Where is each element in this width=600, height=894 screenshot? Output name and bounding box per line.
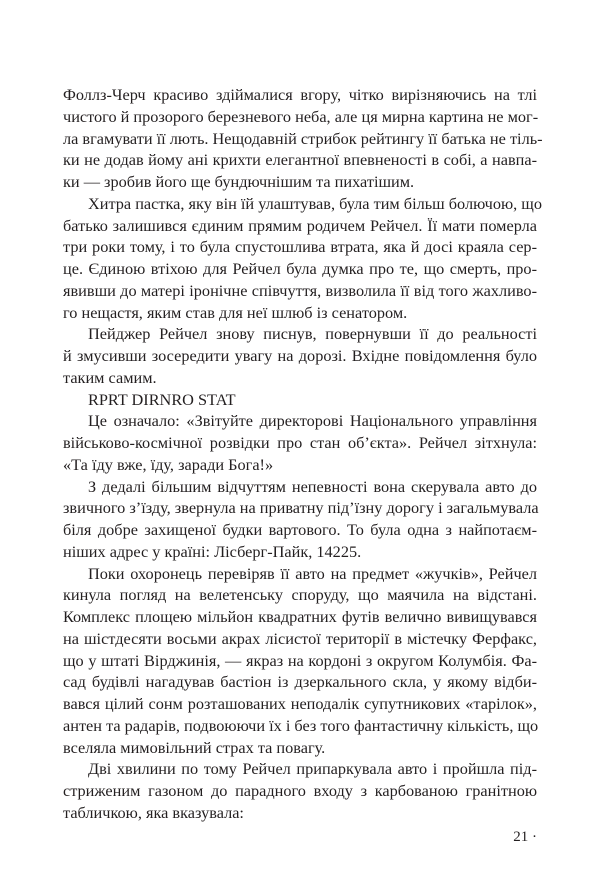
text-line: Дві хвилини по тому Рейчел припаркувала авто і пройшла під- <box>88 759 537 779</box>
text-line: на шістдесяти восьми акрах лісистої території в містечку Ферфакс, <box>63 628 537 648</box>
text-line: ніших адрес у країні: Лісберг-Пайк, 14225. <box>63 541 362 561</box>
text-line: біля добре захищеної будки вартового. То була одна з найпотаєм- <box>63 520 537 539</box>
text-line: Поки охоронець перевіряв її авто на предмет «жучків», Рейчел <box>88 563 537 583</box>
paragraph <box>63 323 537 388</box>
text-line: ки — зробив його ще бундючнішим та пихатішим. <box>63 172 415 191</box>
text-line: RPRT DIRNRO STAT <box>88 389 236 409</box>
paragraph <box>63 563 537 759</box>
text-line: військово-космічної розвідки про стан об’єкта». Рейчел зітхнула: <box>63 433 537 452</box>
text-line: вався цілий сонм розташованих неподалік супутникових «тарілок», <box>63 694 537 713</box>
text-line: кинула погляд на велетенську споруду, що маячила на відстані. <box>63 585 537 605</box>
paragraph <box>63 476 537 563</box>
text-line: табличкою, яка вказувала: <box>63 802 244 822</box>
text-line: Комплекс площею мільйон квадратних футів велично вивищувався <box>63 607 537 626</box>
text-line: звичного з’їзду, звернула на приватну під’їзну дорогу і загальмувала <box>63 498 539 518</box>
text-line: З дедалі більшим відчуттям непевності вона скерувала авто до <box>88 476 537 496</box>
text-line: Пейджер Рейчел знову писнув, повернувши її до реальності <box>88 324 537 344</box>
text-line: го нещастя, яким став для неї шлюб із сенатором. <box>63 302 408 322</box>
text-line: Фоллз-Черч красиво здіймалися вгору, чітко вирізняючись на тлі <box>63 85 537 104</box>
paragraph <box>63 389 537 411</box>
text-line: «Та їду вже, їду, заради Бога!» <box>63 454 274 474</box>
text-line: й змусивши зосередити увагу на дорозі. Вхідне повідомлення було <box>63 346 537 365</box>
text-line: чистого й прозорого березневого неба, але ця мирна картина не мог- <box>63 106 539 126</box>
paragraph <box>63 758 537 823</box>
paragraph <box>63 410 537 475</box>
text-line: вселяла мимовільний страх та повагу. <box>63 737 326 757</box>
text-line: Хитра пастка, яку він їй улаштував, була тим більш болючою, що <box>88 193 542 213</box>
text-line: це. Єдиною втіхою для Рейчел була думка про те, що смерть, про- <box>63 259 537 278</box>
text-line: ла вгамувати її лють. Нещодавній стрибок рейтингу її батька не тіль- <box>63 128 543 148</box>
page-number: 21 · <box>513 829 537 845</box>
text-line: явивши до матері іронічне співчуття, визволила її від того жахливо- <box>63 280 537 300</box>
paragraph <box>63 193 542 324</box>
text-line: батько залишився єдиним прямим родичем Рейчел. Її мати померла <box>63 215 537 235</box>
text-line: таким самим. <box>63 367 157 387</box>
text-line: ки не додав йому ані крихти елегантної впевненості в собі, а навпа- <box>63 150 537 170</box>
text-line: антен та радарів, подвоюючи їх і без того фантастичну кількість, що <box>63 715 539 735</box>
text-line: три роки тому, і то була спустошлива втрата, яка й досі краяла сер- <box>63 237 537 257</box>
page-body-text <box>63 84 543 824</box>
paragraph <box>63 84 543 193</box>
text-line: стриженим газоном до парадного входу з карбованою гранітною <box>63 781 537 800</box>
text-line: Це означало: «Звітуйте директорові Національного управління <box>88 411 537 431</box>
text-line: сад будівлі нагадував бастіон із дзеркального скла, у якому відби- <box>63 672 537 692</box>
text-line: що у штаті Вірджинія, — якраз на кордоні з округом Колумбія. Фа- <box>63 650 537 670</box>
